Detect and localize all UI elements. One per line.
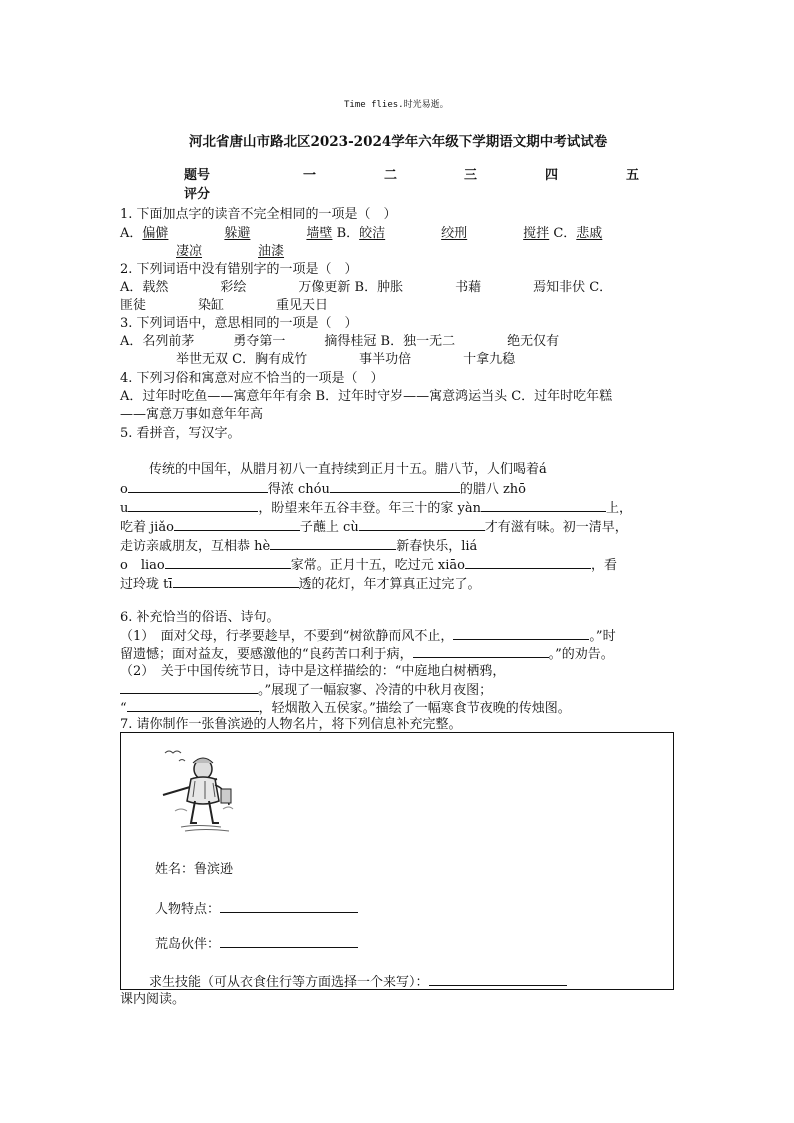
blank-q6-2[interactable]	[413, 645, 549, 658]
q5-para-line1: 传统的中国年，从腊月初八一直持续到正月十五。腊八节，人们喝着á	[149, 462, 547, 477]
q3-stem: 3. 下列词语中，意思相同的一项是（ ）	[120, 316, 358, 331]
q5-para-line7: 过玲珑 tī 透的花灯，年才算真正过完了。	[120, 577, 481, 592]
q4-stem: 4. 下列习俗和寓意对应不恰当的一项是（ ）	[120, 371, 384, 386]
trait-input-blank[interactable]	[220, 900, 358, 913]
score-col-5: 五	[626, 168, 640, 183]
blank-q6-1[interactable]	[453, 627, 589, 640]
score-col-3: 三	[464, 168, 478, 183]
blank-chou[interactable]	[330, 480, 460, 493]
blank-liao[interactable]	[165, 556, 291, 569]
blank-q6-4[interactable]	[127, 699, 259, 712]
score-col-4: 四	[545, 168, 559, 183]
q6-line2: 留遗憾；面对益友，要感激他的“良药苦口利于病， 。”的劝告。	[120, 647, 614, 662]
score-table-score-label: 评分	[184, 187, 211, 202]
blank-jiao[interactable]	[174, 518, 300, 531]
blank-ti[interactable]	[173, 575, 299, 588]
card-skill-row: 求生技能（可从衣食住行等方面选择一个来写）：	[149, 973, 567, 992]
blank-xiao[interactable]	[465, 556, 591, 569]
q7-stem: 7. 请你制作一张鲁滨逊的人物名片，将下列信息补充完整。	[120, 717, 462, 732]
q5-para-line3: u ，盼望来年五谷丰登。年三十的家 yàn 上，	[120, 501, 632, 516]
q6-line1: （1） 面对父母，行孝要趁早，不要到“树欲静而风不止， 。”时	[120, 629, 616, 644]
q3-line2: 举世无双 C．胸有成竹 事半功倍 十拿九稳	[176, 352, 516, 367]
q3-line1: A．名列前茅 勇夺第一 摘得桂冠 B．独一无二 绝无仅有	[120, 334, 560, 349]
q5-para-line6: o liao 家常。正月十五，吃过元 xiāo ，看	[120, 558, 617, 573]
q5-para-line2: o 得浓 chóu 的腊八 zhō	[120, 482, 527, 497]
q1-line2: 凄凉 油漆	[176, 244, 285, 259]
blank-he[interactable]	[270, 537, 396, 550]
q2-line2: 匪徒 染缸 重见天日	[120, 298, 329, 313]
q1-line1: A．偏僻 躲避 墙壁 B．皎洁 绞刑 搅拌 C．悲戚	[120, 226, 603, 241]
blank-yan[interactable]	[481, 499, 606, 512]
blank-zhou[interactable]	[128, 499, 258, 512]
robinson-crusoe-illustration	[155, 741, 255, 841]
q6-line3: （2） 关于中国传统节日，诗中是这样描绘的：“中庭地白树栖鸦，	[120, 664, 506, 679]
partner-input-blank[interactable]	[220, 935, 358, 948]
page-title: 河北省唐山市路北区2023-2024学年六年级下学期语文期中考试试卷	[189, 134, 608, 150]
q6-line4: 。”展现了一幅寂寥、冷清的中秋月夜图；	[120, 681, 492, 700]
q1-stem: 1. 下面加点字的读音不完全相同的一项是（ ）	[120, 207, 397, 222]
score-table-header-label: 题号	[184, 168, 211, 183]
q5-stem: 5. 看拼音，写汉字。	[120, 426, 241, 441]
blank-cu[interactable]	[359, 518, 485, 531]
blank-q6-3[interactable]	[120, 681, 258, 694]
name-card-box	[120, 732, 674, 990]
skill-input-blank[interactable]	[429, 973, 567, 986]
card-trait-row: 人物特点：	[155, 900, 358, 919]
q2-line1: A．载然 彩绘 万像更新 B．肿胀 书藉 焉知非伏 C．	[120, 280, 613, 295]
header-motto: Time flies.时光易逝。	[344, 100, 449, 110]
card-partner-row: 荒岛伙伴：	[155, 935, 358, 954]
blank-ao[interactable]	[128, 480, 268, 493]
q4-line1: A．过年时吃鱼——寓意年年有余 B．过年时守岁——寓意鸿运当头 C．过年时吃年糕	[120, 389, 613, 404]
q6-stem: 6. 补充恰当的俗语、诗句。	[120, 610, 280, 625]
q4-line2: ——寓意万事如意年年高	[120, 407, 264, 422]
reading-section-label: 课内阅读。	[120, 992, 186, 1007]
q5-para-line5: 走访亲戚朋友，互相恭 hè 新春快乐，liá	[120, 539, 478, 554]
q6-line5: “ ，轻烟散入五侯家。”描绘了一幅寒食节夜晚的传烛图。	[120, 701, 571, 716]
q2-stem: 2. 下列词语中没有错别字的一项是（ ）	[120, 262, 358, 277]
q5-para-line4: 吃着 jiǎo 子蘸上 cù 才有滋有味。初一清早，	[120, 520, 628, 535]
score-col-2: 二	[384, 168, 398, 183]
score-col-1: 一	[303, 168, 317, 183]
card-name-label: 姓名：鲁滨逊	[155, 862, 234, 877]
